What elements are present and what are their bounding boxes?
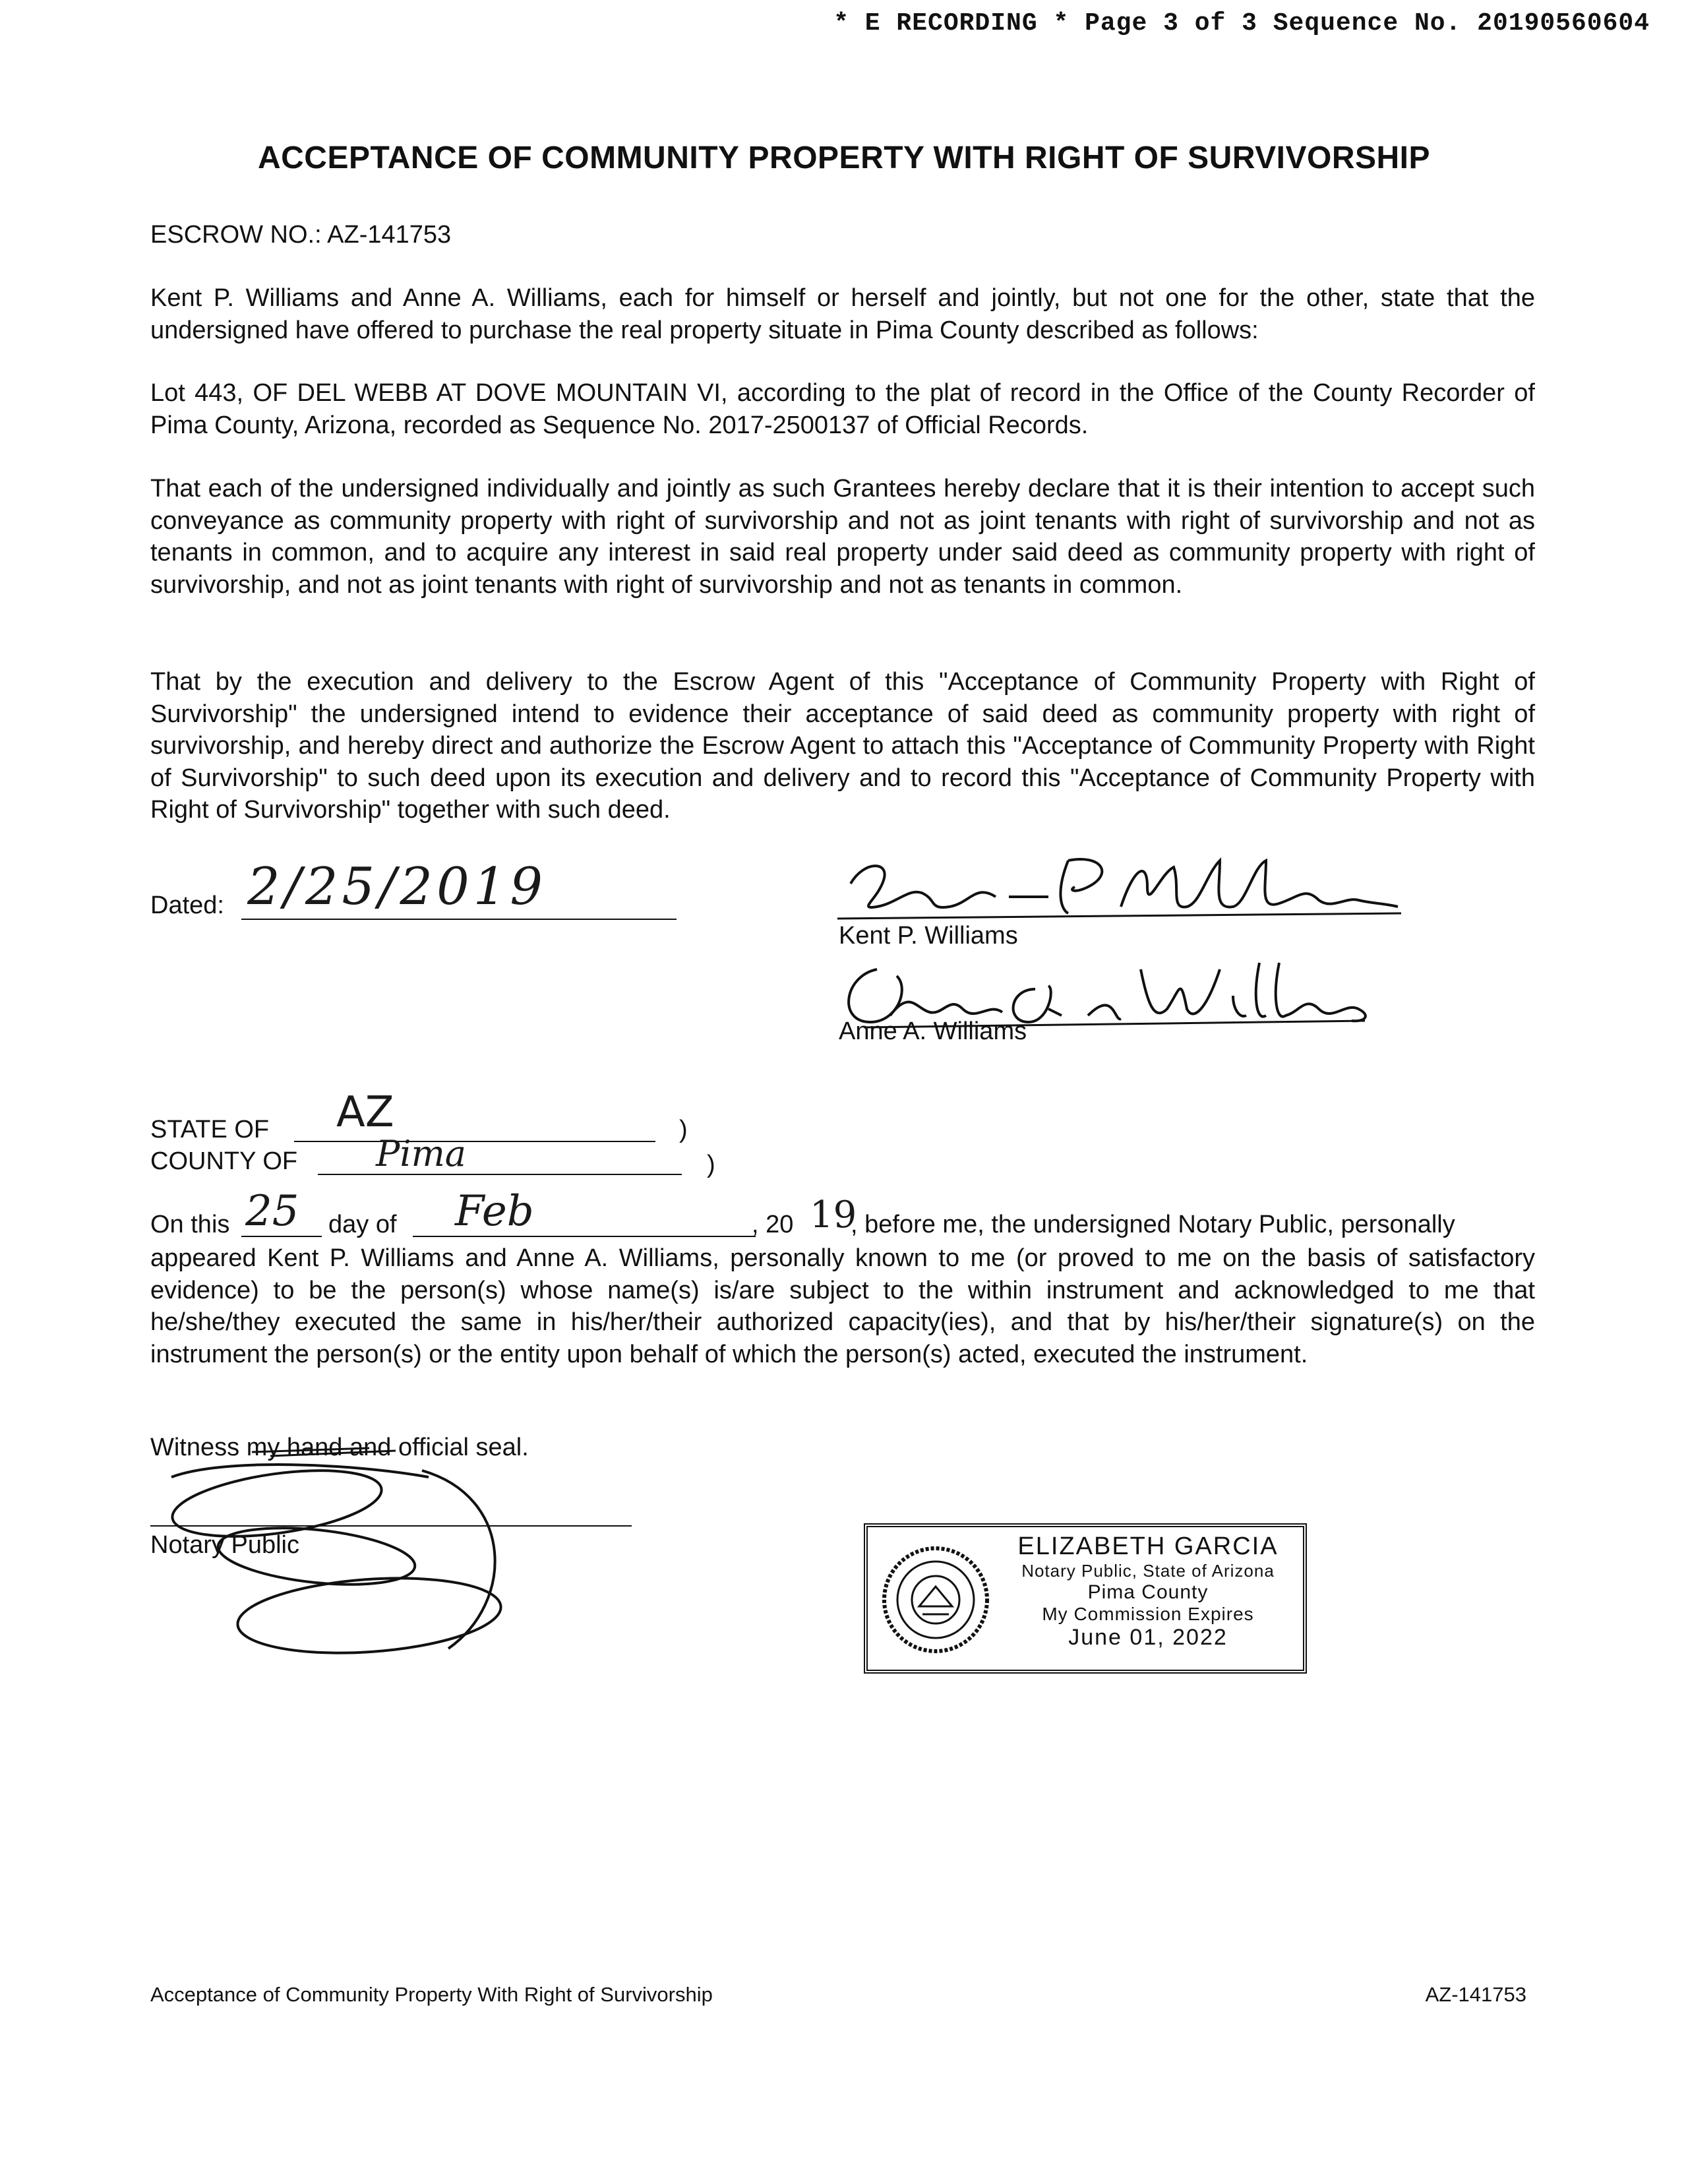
kent-williams-signature [837, 847, 1404, 933]
county-line [318, 1174, 682, 1175]
county-label: COUNTY OF [150, 1147, 298, 1175]
escrow-number: ESCROW NO.: AZ-141753 [150, 221, 452, 249]
month-handwritten: Feb [455, 1187, 534, 1236]
handwritten-date: 2/25/2019 [247, 857, 547, 917]
stamp-county: Pima County [1087, 1581, 1209, 1603]
county-paren: ) [707, 1151, 715, 1178]
day-of-label: day of [328, 1211, 397, 1238]
day-handwritten: 25 [245, 1187, 299, 1236]
witness-line: Witness my hand and official seal. [150, 1434, 529, 1461]
dated-label: Dated: [150, 892, 224, 919]
paragraph-declaration: That each of the undersigned individually and jointly as such Grantees hereby declare that it is their intention to accept such conveyance as community property with right of survivorship and not as joint tenants with right of survivorship and not as tenants in common, and to acquire any interest in said real property under said deed as community property with right of survivorship, and not as joint tenants with right of survivorship and not as tenants in common. [150, 475, 1535, 599]
document-title: ACCEPTANCE OF COMMUNITY PROPERTY WITH RIGHT OF SURVIVORSHIP [257, 140, 1431, 175]
stamp-text [993, 1532, 1303, 1651]
stamp-commission: My Commission Expires [1042, 1604, 1254, 1624]
county-handwritten: Pima [376, 1133, 467, 1174]
stamp-expiration: June 01, 2022 [1068, 1625, 1228, 1650]
recording-header: * E RECORDING * Page 3 of 3 Sequence No. 20190560604 [833, 9, 1650, 38]
year-handwritten: 19 [810, 1194, 857, 1236]
date-line [241, 919, 677, 920]
notary-public-label: Notary Public [150, 1531, 299, 1559]
notary-signature [145, 1457, 541, 1668]
paragraph-legal-description: Lot 443, OF DEL WEBB AT DOVE MOUNTAIN VI, according to the plat of record in the Office of the County Recorder of Pima County, Arizona, recorded as Sequence No. 2017-2500137 of Official Records. [150, 379, 1535, 439]
year-prefix: , 20 [752, 1211, 794, 1238]
paragraph-grantees: Kent P. Williams and Anne A. Williams, each for himself or herself and jointly, but not one for the other, state that the undersigned have offered to purchase the real property situate in Pima County described as follows: [150, 284, 1535, 344]
state-paren: ) [679, 1116, 688, 1143]
stamp-notary-name: ELIZABETH GARCIA [1017, 1532, 1279, 1560]
footer-title: Acceptance of Community Property With Right of Survivorship [150, 1983, 713, 2006]
signer2-name: Anne A. Williams [839, 1017, 1027, 1045]
acknowledgment-paragraph: appeared Kent P. Williams and Anne A. Williams, personally known to me (or proved to me on the basis of satisfactory evidence) to be the person(s) whose name(s) is/are subject to the within instrument and acknowledged to me that he/she/they executed the same in his/her/their authorized capacity(ies), and that by his/her/their signature(s) on the instrument the person(s) or the entity upon behalf of which the person(s) acted, executed the instrument. [150, 1244, 1535, 1368]
signer1-name: Kent P. Williams [839, 922, 1018, 950]
footer-escrow: AZ-141753 [1425, 1983, 1526, 2006]
day-line [241, 1236, 322, 1237]
month-line [413, 1236, 756, 1237]
arizona-seal-icon [880, 1540, 992, 1659]
state-label: STATE OF [150, 1116, 270, 1143]
on-this-label: On this [150, 1211, 230, 1238]
after-year-text: , before me, the undersigned Notary Public, personally [851, 1211, 1455, 1238]
paragraph-escrow-instruction: That by the execution and delivery to the Escrow Agent of this "Acceptance of Community Property with Right of Survivorship" the undersigned intend to evidence their acceptance of said deed as community property with right of survivorship, and hereby direct and authorize the Escrow Agent to attach this "Acceptance of Community Property with Right of Survivorship" to such deed upon its execution and delivery and to record this "Acceptance of Community Property with Right of Survivorship" together with such deed. [150, 668, 1535, 824]
state-handwritten: AZ [336, 1088, 394, 1137]
stamp-title: Notary Public, State of Arizona [1021, 1561, 1275, 1581]
notary-stamp [864, 1523, 1307, 1674]
state-line [294, 1141, 655, 1142]
